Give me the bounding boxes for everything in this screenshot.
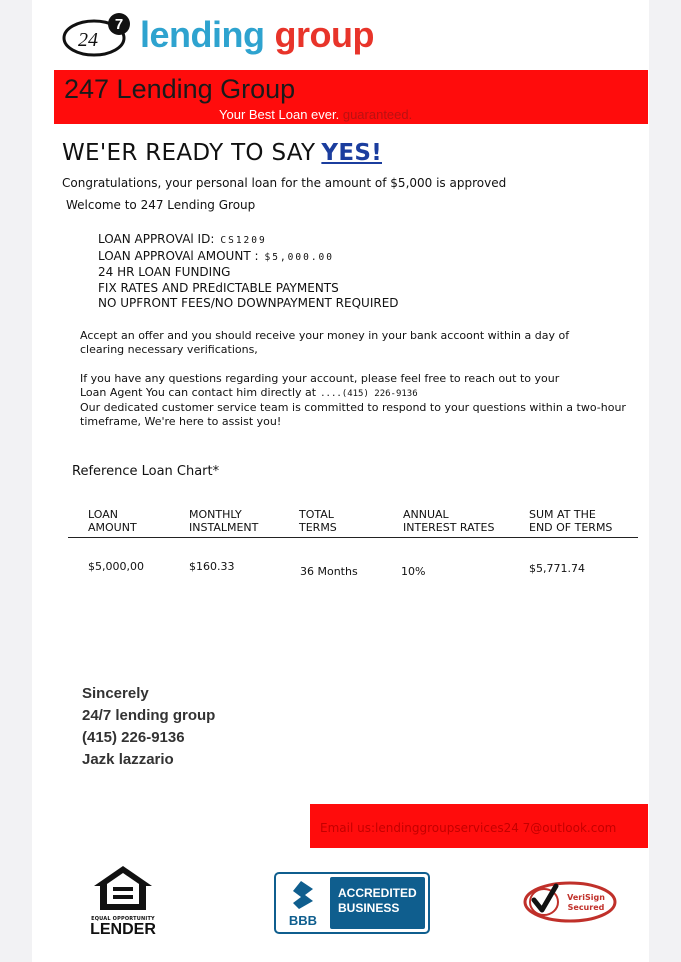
bbb-label [330,877,425,929]
agent-phone: ....(415) 226-9136 [320,388,418,399]
header-line: SUM AT THE [529,508,596,521]
logo-badge-icon [62,12,132,58]
logo-word-group: group [274,14,374,55]
paragraph-accept-offer [80,329,640,356]
header-line: TOTAL [299,508,334,521]
logo-wordmark [140,14,374,55]
headline-yes: YES! [321,140,382,166]
banner-tagline-tail: guaranteed. [342,107,413,122]
bbb-mark-text: BBB [288,913,318,928]
approval-amount-label: LOAN APPROVAl AMOUNT : [98,248,259,263]
verisign-text-line2: Secured [567,903,605,912]
approval-id-label: LOAN APPROVAl ID: [98,232,215,246]
approval-id [98,232,399,249]
header-line: LOAN [88,508,118,521]
approval-amount [98,249,399,266]
header-line: ANNUAL [403,508,449,521]
paragraph-contact [80,372,640,428]
paragraph-line: timeframe, We're here to assist you! [80,414,282,428]
header-line: TERMS [299,521,337,534]
email-banner [310,804,648,848]
bbb-logo [279,877,327,929]
cell-monthly-instalment: $160.33 [189,560,235,573]
congrats-line: Congratulations, your personal loan for the amount of $5,000 is approved [62,176,507,190]
signature-line: 24/7 lending group [82,707,216,724]
company-logo [62,12,374,58]
bbb-label-line: BUSINESS [338,901,400,915]
signature-name: Jazk lazzario [82,751,174,768]
column-header-monthly [189,508,258,534]
table-divider [68,537,638,538]
cell-sum-end: $5,771.74 [529,562,585,575]
header-line: INSTALMENT [189,521,259,534]
signature-line: Sincerely [82,685,149,702]
column-header-terms [299,508,337,534]
equal-housing-icon [92,864,154,912]
bbb-accredited-badge [274,872,430,934]
welcome-line: Welcome to 247 Lending Group [66,198,256,212]
approval-id-value: CS1209 [220,235,267,246]
banner-tagline [219,107,412,122]
equal-housing-lender-text: LENDER [90,921,156,938]
headline [62,140,382,166]
approval-amount-value: $5,000.00 [264,251,334,263]
paragraph-line: Accept an offer and you should receive your money in your bank accoont within a day of [80,329,570,342]
signature-phone: (415) 226-9136 [82,729,185,746]
header-line: END OF TERMS [529,521,613,534]
header-banner [54,70,648,124]
bbb-torch-icon [279,877,327,929]
logo-word-lending: lending [140,14,265,55]
signature-block [82,683,215,771]
verisign-text-line1: VeriSign [567,893,605,902]
headline-text: WE'ER READY TO SAY [62,140,316,166]
email-link[interactable]: Email us:lendinggroupservices24 7@outlook.com [320,821,617,835]
equal-housing-badge [88,864,158,938]
column-header-sum [529,508,612,534]
cell-total-terms: 36 Months [300,565,358,578]
paragraph-line [80,386,640,402]
paragraph-line: If you have any questions regarding your account, please feel free to reach out to your [80,372,560,385]
cell-interest-rate: 10% [401,565,426,578]
paragraph-line: Our dedicated customer service team is committed to respond to your questions within a two-hour [80,401,626,414]
column-header-loan-amount [88,508,137,534]
banner-title: 247 Lending Group [64,74,296,104]
bbb-label-line: ACCREDITED [338,886,417,900]
logo-badge-24: 24 [78,29,98,51]
banner-tagline-main: Your Best Loan ever. [219,107,340,122]
equal-housing-small-text: EQUAL OPPORTUNITY [91,916,155,922]
approval-item-fees: NO UPFRONT FEES/NO DOWNPAYMENT REQUIRED [98,296,399,310]
paragraph-line: clearing necessary verifications, [80,342,258,356]
chart-title: Reference Loan Chart* [72,464,220,479]
approval-details [98,232,399,312]
verisign-secured-badge [522,880,618,928]
approval-item-funding: 24 HR LOAN FUNDING [98,265,231,279]
header-line: AMOUNT [88,521,137,534]
header-line: MONTHLY [189,508,242,521]
verisign-check-icon [522,880,618,924]
column-header-interest [403,508,494,534]
logo-badge-seven: 7 [114,16,124,33]
cell-loan-amount: $5,000,00 [88,560,144,573]
paragraph-text: Loan Agent You can contact him directly at [80,385,317,399]
header-line: INTEREST RATES [403,521,495,534]
approval-item-rates: FIX RATES AND PREdICTABLE PAYMENTS [98,280,339,295]
